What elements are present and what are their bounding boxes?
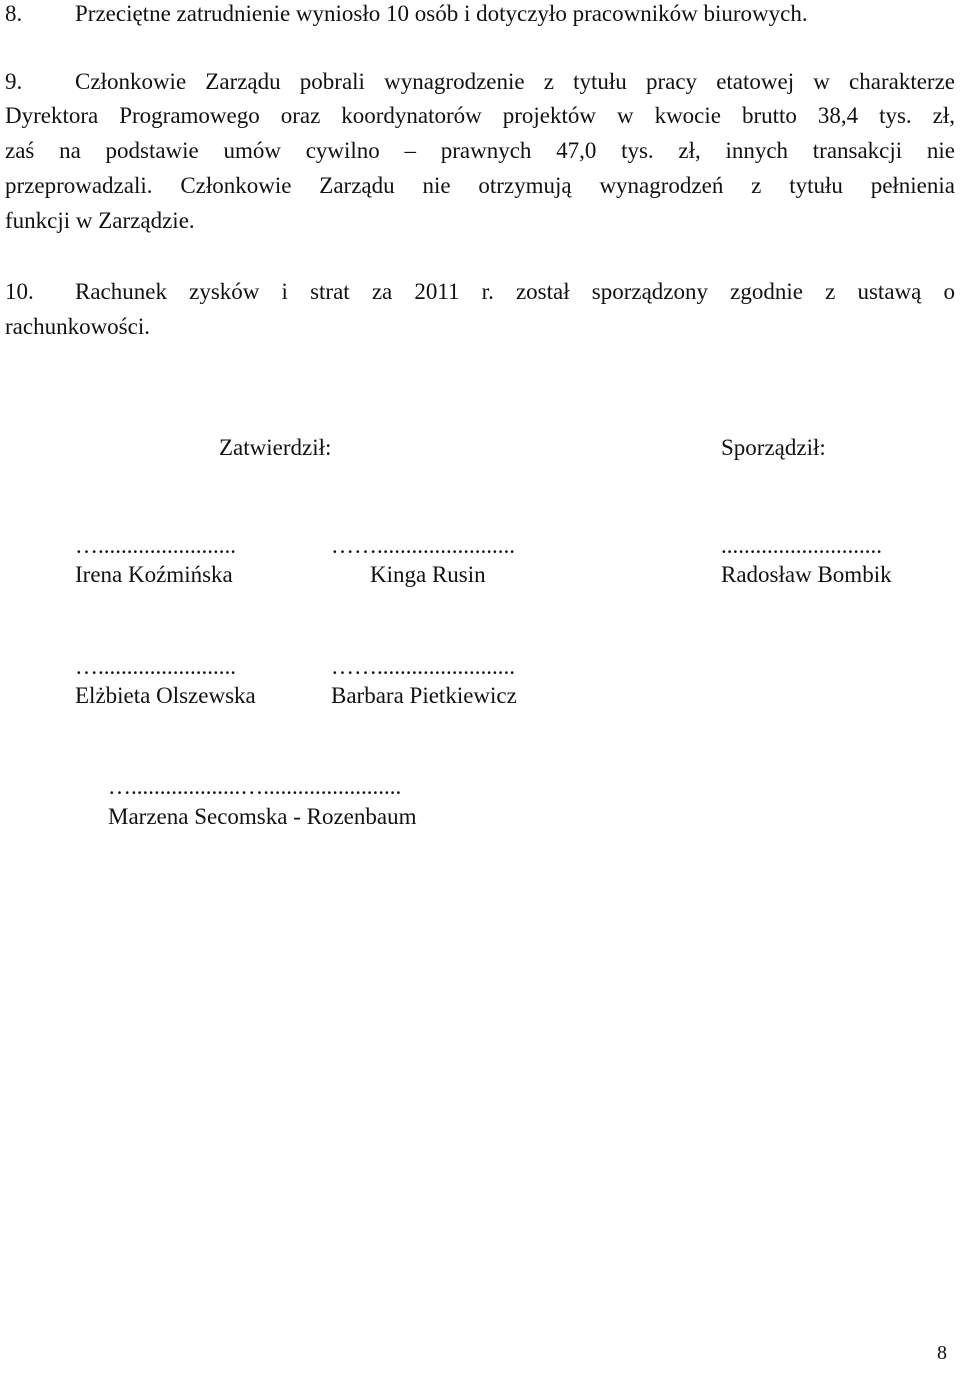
signatory-irena: Irena Koźmińska <box>75 562 233 587</box>
item-9-line-5: funkcji w Zarządzie. <box>5 208 195 233</box>
signature-line-barbara: ……........................ <box>331 654 515 679</box>
signature-line-kinga: ……........................ <box>331 533 515 558</box>
item-9-line-3: zaś na podstawie umów cywilno – prawnych 47,0 tys. zł, innych transakcji nie <box>5 138 955 163</box>
signatory-radoslaw: Radosław Bombik <box>721 562 892 587</box>
signature-line-irena: …........................ <box>75 533 236 558</box>
signatory-marzena: Marzena Secomska - Rozenbaum <box>108 804 417 829</box>
item-9-line-2: Dyrektora Programowego oraz koordynatorów projektów w kwocie brutto 38,4 tys. zł, <box>5 103 955 128</box>
prepared-label: Sporządził: <box>721 435 826 460</box>
signature-line-marzena: …...................…........................ <box>108 774 402 799</box>
item-9-line-4: przeprowadzali. Członkowie Zarządu nie otrzymują wynagrodzeń z tytułu pełnienia <box>5 173 955 198</box>
item-8-number: 8. <box>5 1 23 26</box>
signature-line-radoslaw: ............................ <box>721 533 882 558</box>
signature-line-elzbieta: …........................ <box>75 654 236 679</box>
item-9-line-1: Członkowie Zarządu pobrali wynagrodzenie z tytułu pracy etatowej w charakterze <box>75 69 955 94</box>
page-number: 8 <box>937 1342 947 1364</box>
item-8-text: Przeciętne zatrudnienie wyniosło 10 osób i dotyczyło pracowników biurowych. <box>75 1 808 26</box>
item-10-line-2: rachunkowości. <box>5 314 150 339</box>
signatory-barbara: Barbara Pietkiewicz <box>331 683 517 708</box>
approved-label: Zatwierdził: <box>219 435 332 460</box>
item-10-line-1: Rachunek zysków i strat za 2011 r. został sporządzony zgodnie z ustawą o <box>75 279 955 304</box>
signatory-elzbieta: Elżbieta Olszewska <box>75 683 256 708</box>
signatory-kinga: Kinga Rusin <box>370 562 486 587</box>
item-10-number: 10. <box>5 279 34 304</box>
item-9-number: 9. <box>5 69 23 94</box>
